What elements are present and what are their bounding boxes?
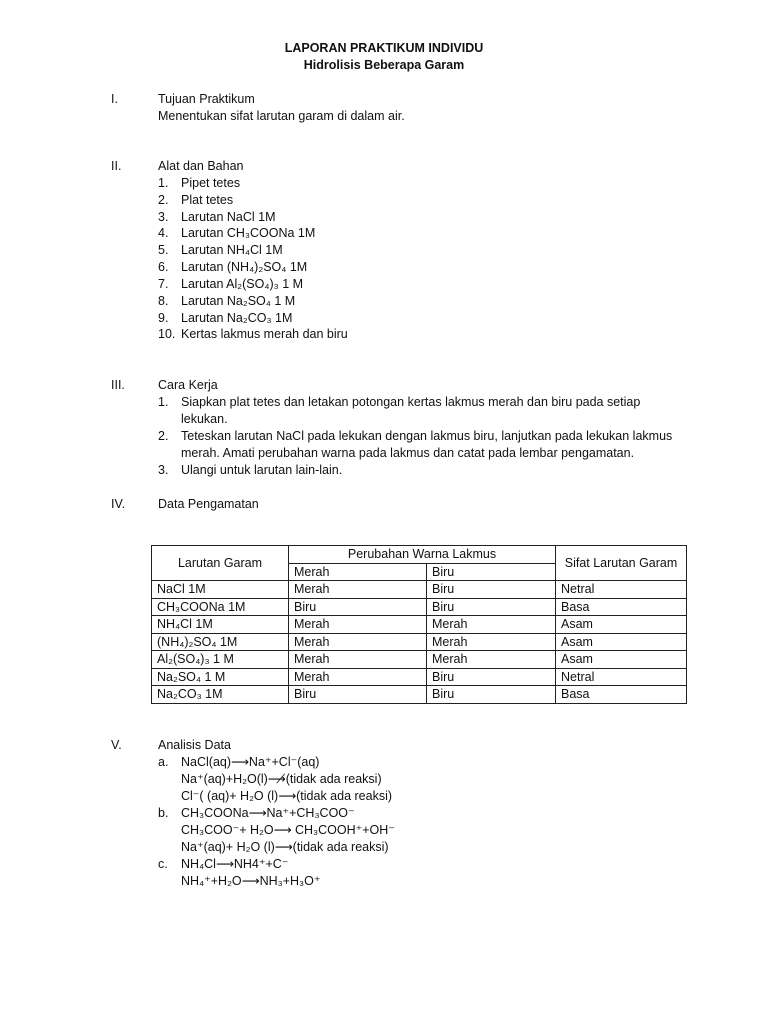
list-number: 10. — [158, 327, 176, 341]
table-row — [152, 633, 687, 651]
cell-red: Biru — [289, 598, 427, 616]
section-3-heading: Cara Kerja — [158, 378, 218, 392]
table-row — [152, 686, 687, 704]
list-item: Larutan Na₂CO₃ 1M — [181, 311, 293, 325]
list-number: 1. — [158, 176, 169, 190]
cell-red: Biru — [289, 686, 427, 704]
header-litmus-change: Perubahan Warna Lakmus — [289, 546, 556, 564]
cell-nature: Netral — [556, 581, 687, 599]
list-number: 2. — [158, 193, 169, 207]
header-salt: Larutan Garam — [152, 546, 289, 581]
list-number: 9. — [158, 311, 169, 325]
section-5-heading: Analisis Data — [158, 738, 231, 752]
report-title: LAPORAN PRAKTIKUM INDIVIDU — [284, 41, 484, 55]
cell-blue: Biru — [427, 686, 556, 704]
header-red: Merah — [289, 563, 427, 581]
cell-salt: Na₂SO₄ 1 M — [152, 668, 289, 686]
cell-salt: (NH₄)₂SO₄ 1M — [152, 633, 289, 651]
cell-nature: Basa — [556, 686, 687, 704]
list-number: 8. — [158, 294, 169, 308]
section-3-number: III. — [111, 378, 125, 392]
equation-line: NaCl(aq)⟶Na⁺+Cl⁻(aq) — [181, 755, 320, 769]
cell-red: Merah — [289, 668, 427, 686]
equation-line: CH₃COO⁻+ H₂O⟶ CH₃COOH⁺+OH⁻ — [181, 823, 395, 837]
list-item: Larutan Na₂SO₄ 1 M — [181, 294, 296, 308]
list-item-continuation: lekukan. — [181, 412, 228, 426]
analysis-label: a. — [158, 755, 169, 769]
analysis-label: b. — [158, 806, 169, 820]
cell-blue: Merah — [427, 651, 556, 669]
observation-table — [151, 545, 687, 704]
list-item: Larutan (NH₄)₂SO₄ 1M — [181, 260, 308, 274]
table-header-row — [152, 546, 687, 564]
list-number: 7. — [158, 277, 169, 291]
cell-blue: Biru — [427, 668, 556, 686]
section-1-body: Menentukan sifat larutan garam di dalam air. — [158, 109, 405, 123]
table-row — [152, 616, 687, 634]
cell-blue: Biru — [427, 598, 556, 616]
list-item: Kertas lakmus merah dan biru — [181, 327, 348, 341]
cell-nature: Asam — [556, 651, 687, 669]
list-number: 2. — [158, 429, 169, 443]
cell-salt: CH₃COONa 1M — [152, 598, 289, 616]
section-4-number: IV. — [111, 497, 126, 511]
list-item: Pipet tetes — [181, 176, 241, 190]
equation-line: CH₃COONa⟶Na⁺+CH₃COO⁻ — [181, 806, 355, 820]
list-item-continuation: merah. Amati perubahan warna pada lakmus dan catat pada lembar pengamatan. — [181, 446, 635, 460]
equation-line: Na⁺(aq)+ H₂O (l)⟶(tidak ada reaksi) — [181, 840, 389, 854]
cell-red: Merah — [289, 651, 427, 669]
list-number: 5. — [158, 243, 169, 257]
table-row — [152, 651, 687, 669]
list-item: Ulangi untuk larutan lain-lain. — [181, 463, 343, 477]
cell-salt: Al₂(SO₄)₃ 1 M — [152, 651, 289, 669]
table-row — [152, 668, 687, 686]
list-number: 3. — [158, 463, 169, 477]
equation-line: NH₄Cl⟶NH4⁺+C⁻ — [181, 857, 289, 871]
list-item: Larutan NH₄Cl 1M — [181, 243, 283, 257]
table-row — [152, 598, 687, 616]
list-number: 3. — [158, 210, 169, 224]
report-subtitle: Hidrolisis Beberapa Garam — [303, 58, 465, 72]
header-salt-nature: Sifat Larutan Garam — [556, 546, 687, 581]
cell-blue: Merah — [427, 633, 556, 651]
cell-blue: Biru — [427, 581, 556, 599]
equation-line: NH₄⁺+H₂O⟶NH₃+H₃O⁺ — [181, 874, 321, 888]
cell-salt: NH₄Cl 1M — [152, 616, 289, 634]
section-1-number: I. — [111, 92, 118, 106]
list-number: 6. — [158, 260, 169, 274]
table-row — [152, 581, 687, 599]
cell-salt: Na₂CO₃ 1M — [152, 686, 289, 704]
section-2-number: II. — [111, 159, 122, 173]
cell-red: Merah — [289, 581, 427, 599]
list-item: Larutan CH₃COONa 1M — [181, 226, 316, 240]
cell-salt: NaCl 1M — [152, 581, 289, 599]
cell-nature: Basa — [556, 598, 687, 616]
list-number: 4. — [158, 226, 169, 240]
list-item: Siapkan plat tetes dan letakan potongan kertas lakmus merah dan biru pada setiap — [181, 395, 641, 409]
cell-nature: Netral — [556, 668, 687, 686]
cell-red: Merah — [289, 633, 427, 651]
list-item: Plat tetes — [181, 193, 234, 207]
section-2-heading: Alat dan Bahan — [158, 159, 244, 173]
section-1-heading: Tujuan Praktikum — [158, 92, 255, 106]
equation-line: Na⁺(aq)+H₂O(l)⟶̸(tidak ada reaksi) — [181, 772, 382, 786]
list-item: Teteskan larutan NaCl pada lekukan dengan lakmus biru, lanjutkan pada lekukan lakmus — [181, 429, 673, 443]
cell-blue: Merah — [427, 616, 556, 634]
analysis-label: c. — [158, 857, 168, 871]
header-blue: Biru — [427, 563, 556, 581]
section-4-heading: Data Pengamatan — [158, 497, 259, 511]
cell-nature: Asam — [556, 633, 687, 651]
list-item: Larutan Al₂(SO₄)₃ 1 M — [181, 277, 304, 291]
cell-nature: Asam — [556, 616, 687, 634]
list-item: Larutan NaCl 1M — [181, 210, 276, 224]
cell-red: Merah — [289, 616, 427, 634]
equation-line: Cl⁻( (aq)+ H₂O (l)⟶(tidak ada reaksi) — [181, 789, 393, 803]
section-5-number: V. — [111, 738, 122, 752]
list-number: 1. — [158, 395, 169, 409]
